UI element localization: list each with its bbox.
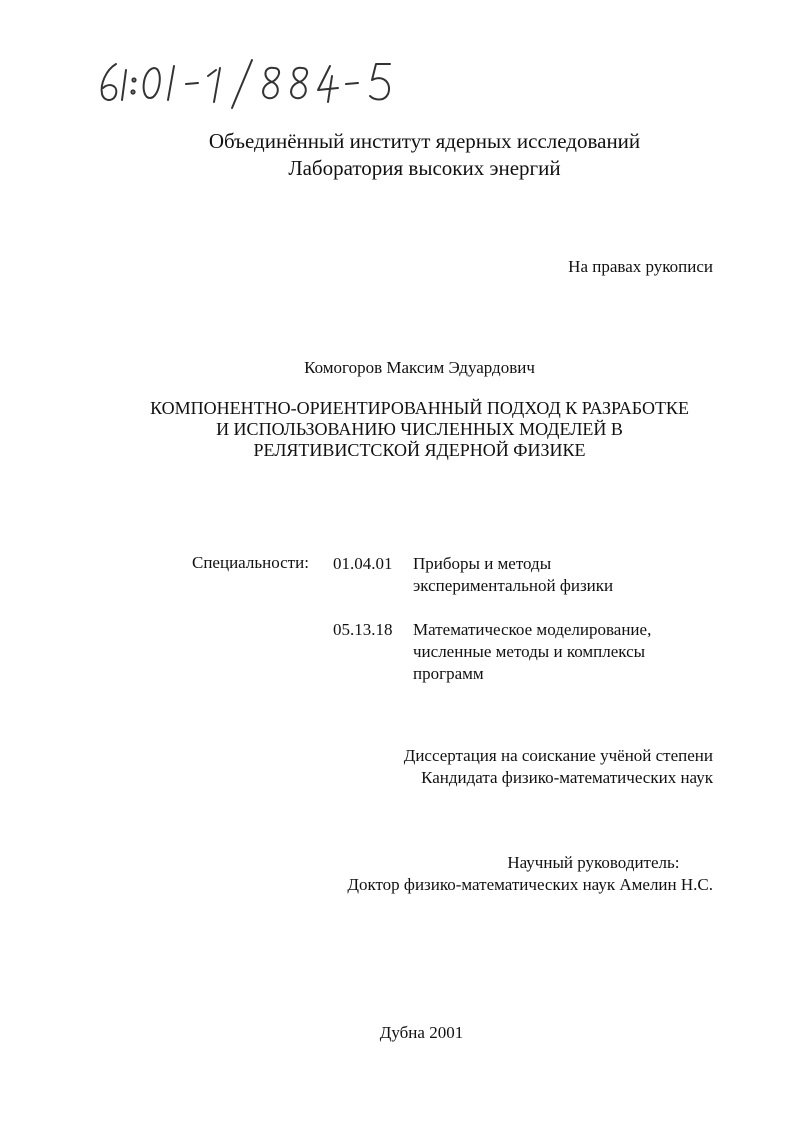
author-name: Комогоров Максим Эдуардович — [304, 358, 535, 377]
institution-name: Объединённый институт ядерных исследований — [208, 129, 641, 153]
place-year: Дубна 2001 — [379, 1023, 464, 1042]
specialty-code: 05.13.18 — [333, 620, 393, 639]
specialty-line: экспериментальной физики — [413, 576, 614, 595]
thesis-statement — [404, 745, 713, 789]
handwritten-catalog-mark-drawing — [94, 54, 414, 116]
laboratory-name: Лаборатория высоких энергий — [288, 156, 561, 180]
handwritten-catalog-mark — [94, 54, 414, 116]
supervisor-name: Доктор физико-математических наук Амелин Н.С. — [347, 875, 713, 894]
specialty-line: программ — [413, 664, 484, 683]
dissertation-title — [0, 398, 793, 461]
institution-header — [0, 128, 793, 182]
specialties-label: Специальности: — [192, 553, 309, 572]
specialty-code: 01.04.01 — [333, 554, 393, 573]
specialty-line: Приборы и методы — [413, 554, 552, 573]
specialty-line: численные методы и комплексы — [413, 642, 646, 661]
title-line: КОМПОНЕНТНО-ОРИЕНТИРОВАННЫЙ ПОДХОД К РАЗРАБОТКЕ — [150, 398, 689, 418]
supervisor-block — [347, 852, 713, 896]
specialty-description — [413, 553, 613, 597]
rights-note: На правах рукописи — [568, 257, 713, 276]
title-line: РЕЛЯТИВИСТСКОЙ ЯДЕРНОЙ ФИЗИКЕ — [253, 440, 586, 460]
supervisor-label: Научный руководитель: — [507, 853, 680, 872]
specialty-line: Математическое моделирование, — [413, 620, 652, 639]
title-line: И ИСПОЛЬЗОВАНИЮ ЧИСЛЕННЫХ МОДЕЛЕЙ В — [216, 419, 623, 439]
specialty-description — [413, 619, 651, 685]
thesis-line: Диссертация на соискание учёной степени — [403, 746, 713, 765]
degree-line: Кандидата физико-математических наук — [421, 768, 713, 787]
